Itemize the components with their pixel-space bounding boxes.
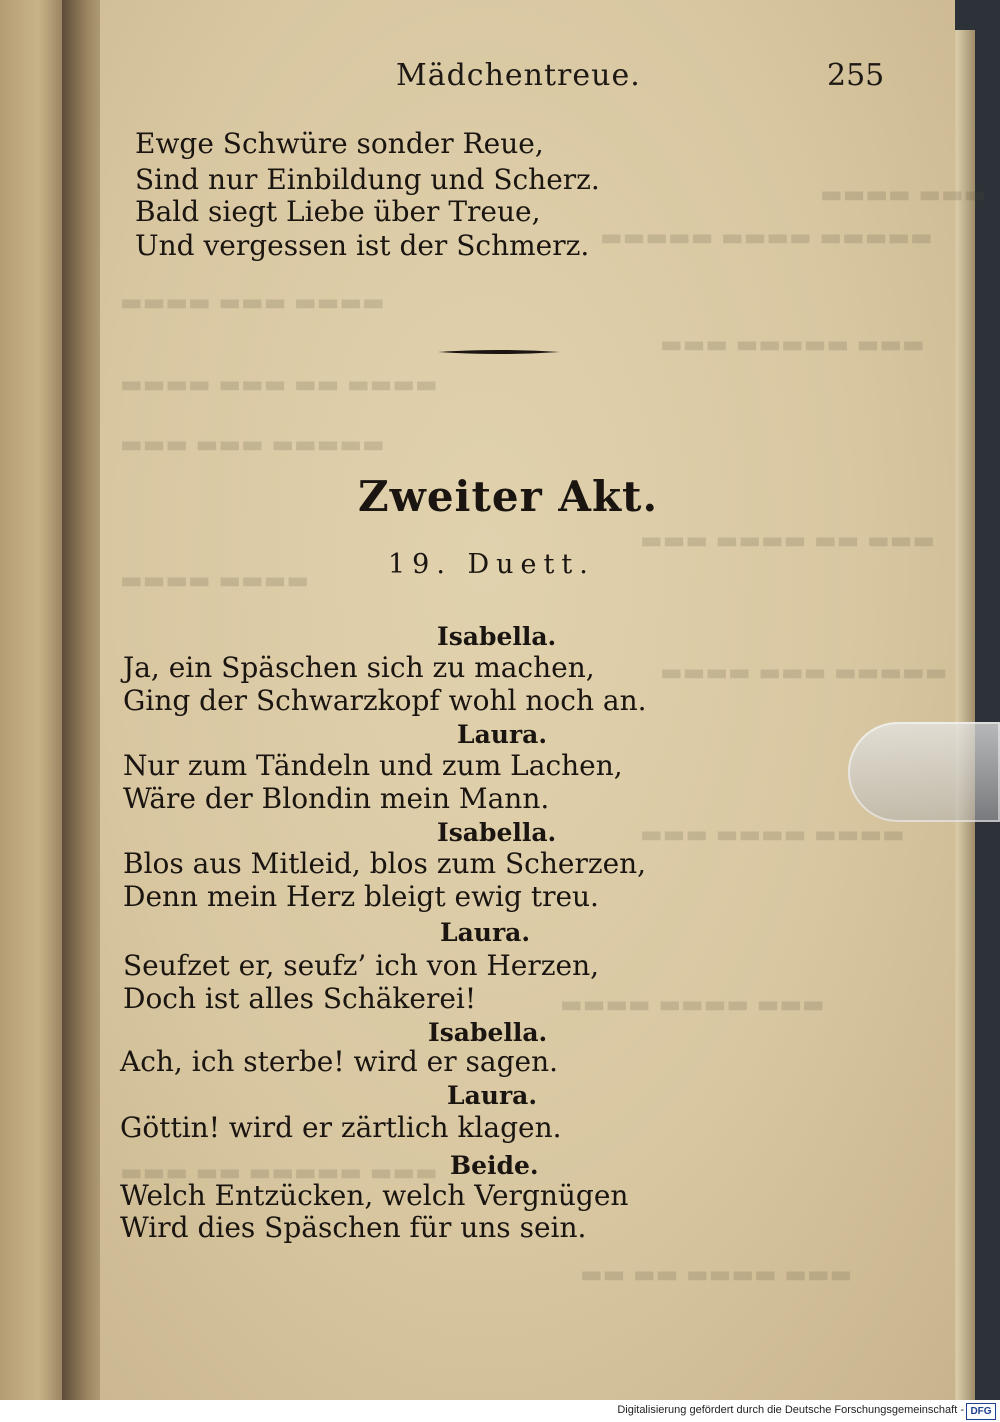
speaker-isabella: Isabella. bbox=[437, 818, 557, 847]
running-title: Mädchentreue. bbox=[396, 58, 641, 93]
verse-line: Doch ist alles Schäkerei! bbox=[123, 982, 477, 1015]
speaker-isabella: Isabella. bbox=[428, 1018, 548, 1047]
verse-line: Ging der Schwarzkopf wohl noch an. bbox=[123, 684, 647, 717]
page-text bbox=[100, 0, 955, 1400]
show-through-text: ▬▬▬▬ ▬▬▬ bbox=[820, 180, 987, 208]
piece-title: 19. Duett. bbox=[388, 549, 595, 580]
dfg-logo-icon: DFG bbox=[966, 1403, 996, 1420]
verse-line: Seufzet er, seufz’ ich von Herzen, bbox=[123, 949, 599, 982]
show-through-text: ▬▬▬ ▬▬ ▬▬▬▬▬ ▬▬▬ bbox=[120, 1158, 438, 1186]
show-through-text: ▬▬▬ ▬▬▬ ▬▬▬▬▬ bbox=[120, 430, 385, 458]
speaker-laura: Laura. bbox=[440, 918, 531, 947]
funding-credit: Digitalisierung gefördert durch die Deutsche Forschungsgemeinschaft - bbox=[617, 1404, 964, 1416]
show-through-text: ▬▬▬▬ ▬▬▬▬ ▬▬▬ bbox=[560, 990, 825, 1018]
footer-bar bbox=[0, 1400, 1000, 1422]
show-through-text: ▬▬ ▬▬ ▬▬▬▬ ▬▬▬ bbox=[580, 1260, 853, 1288]
verse-line: Göttin! wird er zärtlich klagen. bbox=[120, 1111, 562, 1144]
verse-line: Ach, ich sterbe! wird er sagen. bbox=[120, 1045, 559, 1078]
page-number: 255 bbox=[827, 58, 885, 93]
speaker-laura: Laura. bbox=[447, 1081, 538, 1110]
show-through-text: ▬▬▬ ▬▬▬▬ ▬▬▬▬ bbox=[640, 820, 905, 848]
verse-line: Und vergessen ist der Schmerz. bbox=[135, 229, 590, 262]
verse-line: Wäre der Blondin mein Mann. bbox=[123, 782, 550, 815]
show-through-text: ▬▬▬ ▬▬▬▬ ▬▬ ▬▬▬ bbox=[640, 526, 935, 554]
show-through-text: ▬▬▬▬ ▬▬▬▬ bbox=[120, 566, 310, 594]
section-divider bbox=[438, 348, 560, 356]
show-through-text: ▬▬▬ ▬▬▬▬▬ ▬▬▬ bbox=[660, 330, 925, 358]
page-tab-clip bbox=[848, 722, 1000, 822]
verse-line: Bald siegt Liebe über Treue, bbox=[135, 195, 541, 228]
verse-line: Blos aus Mitleid, blos zum Scherzen, bbox=[123, 847, 647, 880]
verse-line: Sind nur Einbildung und Scherz. bbox=[135, 163, 600, 196]
show-through-text: ▬▬▬▬▬ ▬▬▬▬ ▬▬▬▬▬ bbox=[600, 223, 933, 251]
verse-line: Denn mein Herz bleigt ewig treu. bbox=[123, 880, 599, 913]
facing-page-edge bbox=[0, 0, 70, 1400]
show-through-text: ▬▬▬▬ ▬▬▬ ▬▬ ▬▬▬▬ bbox=[120, 370, 438, 398]
verse-line: Nur zum Tändeln und zum Lachen, bbox=[123, 749, 623, 782]
show-through-text: ▬▬▬▬ ▬▬▬ ▬▬▬▬ bbox=[120, 288, 385, 316]
verse-line: Ja, ein Späschen sich zu machen, bbox=[123, 651, 595, 684]
show-through-text: ▬▬▬▬ ▬▬▬ ▬▬▬▬▬ bbox=[660, 658, 948, 686]
speaker-isabella: Isabella. bbox=[437, 622, 557, 651]
speaker-beide: Beide. bbox=[450, 1151, 539, 1180]
verse-line: Ewge Schwüre sonder Reue, bbox=[135, 127, 544, 160]
verse-line: Wird dies Späschen für uns sein. bbox=[120, 1211, 587, 1244]
verse-line: Welch Entzücken, welch Vergnügen bbox=[120, 1179, 629, 1212]
act-title: Zweiter Akt. bbox=[358, 472, 659, 521]
speaker-laura: Laura. bbox=[457, 720, 548, 749]
